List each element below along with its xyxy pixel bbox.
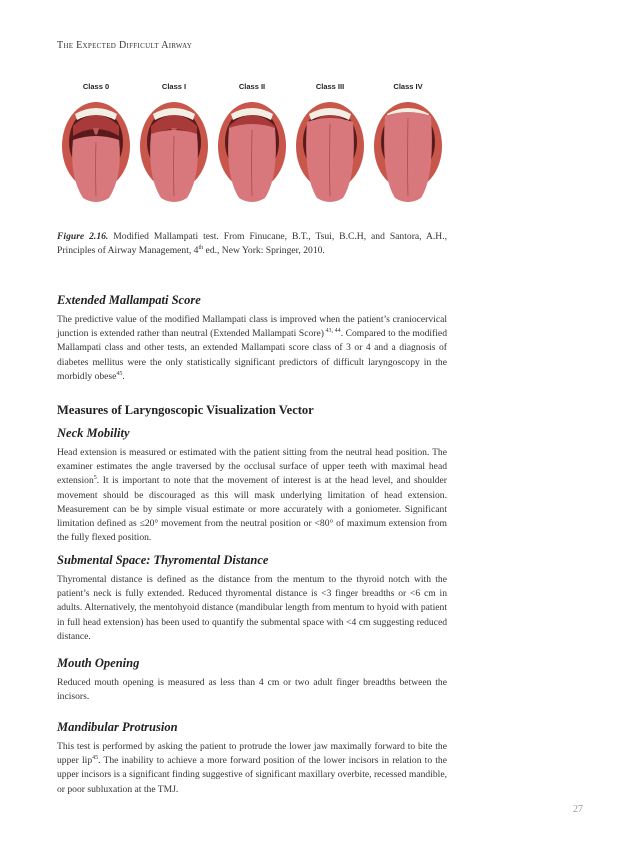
mallampati-class-3 (291, 82, 369, 212)
caption-text-end: ed., New York: Springer, 2010. (203, 244, 325, 256)
caption-label: Figure 2.16. (57, 231, 109, 242)
page-number: 27 (573, 804, 583, 815)
heading-mandibular-protrusion: Mandibular Protrusion (57, 720, 178, 734)
heading-extended-mallampati: Extended Mallampati Score (57, 293, 201, 307)
running-head: The Expected Difficult Airway (57, 40, 193, 51)
heading-submental-space: Submental Space: Thyromental Distance (57, 553, 269, 567)
class-label: Class II (238, 82, 266, 91)
paragraph-extended-mallampati: The predictive value of the modified Mallampati class is improved when the patient’s craniocervical junction is extended rather than neutral (Extended Mallampati Score) $^{43, 44}$. Compared to the modified Mallampati class and other tests, an extended Mallampati score class of 3 or 4 and a diagnosis of diabetes mellitus were the only statistically significant predictors of difficult laryngoscopy in the morbidly obese$^{45}$. (57, 314, 447, 382)
mouth-illustration (293, 96, 367, 206)
paragraph-submental-space: Thyromental distance is defined as the distance from the mentum to the thyroid notch with the patient’s neck is fully extended. Reduced thyromental distance is <3 finger breadths or <6 cm in adults. Alternatively, the mentohyoid distance (mandibular length from mentum to hyoid with patient in full head extension) has been used to quantify the submental space with <4 cm suggesting reduced distance. (57, 574, 447, 642)
mouth-illustration (371, 96, 445, 206)
class-label: Class IV (393, 82, 423, 91)
figure-caption (57, 230, 447, 257)
heading-neck-mobility: Neck Mobility (57, 426, 130, 440)
paragraph-mouth-opening: Reduced mouth opening is measured as less than 4 cm or two adult finger breadths between the incisors. (57, 677, 447, 703)
mallampati-class-4 (369, 82, 447, 212)
mallampati-class-2 (213, 82, 291, 212)
paragraph-mandibular-protrusion: This test is performed by asking the patient to protrude the lower jaw maximally forward to bite the upper lip$^{45}$. The inability to achieve a more forward position of the lower incisors in relation to the upper incisors is a significant finding suggestive of significant maxillary overbite, recessed mandible, or poor subluxation at the TMJ. (57, 741, 447, 795)
caption-text: Modified Mallampati test. From Finucane, B.T., Tsui, B.C.H, and Santora, A.H., Principles of Airway Management, 4 (57, 231, 447, 256)
class-label: Class III (315, 82, 345, 91)
heading-measures: Measures of Laryngoscopic Visualization Vector (57, 403, 314, 417)
mouth-illustration (59, 96, 133, 206)
mallampati-class-0 (57, 82, 135, 212)
heading-mouth-opening: Mouth Opening (57, 656, 140, 670)
mouth-illustration (137, 96, 211, 206)
paragraph-neck-mobility: Head extension is measured or estimated with the patient sitting from the neutral head position. The examiner estimates the angle traversed by the occlusal surface of upper teeth with maximal head extension$^5$. It is important to note that the movement of interest is at the head level, and shoulder movement should be discouraged as this will mask underlying limitation of head extension. Measurement can be by simple visual estimate or more accurately with a goniometer. Significant limitation defined as ≤20° movement from the neutral position or <80° of maximum extension from the fully flexed position. (57, 447, 447, 544)
class-label: Class I (161, 82, 187, 91)
class-label: Class 0 (82, 82, 110, 91)
caption-sup: th (198, 244, 204, 251)
mallampati-class-1 (135, 82, 213, 212)
mallampati-figure (57, 82, 447, 212)
mouth-illustration (215, 96, 289, 206)
